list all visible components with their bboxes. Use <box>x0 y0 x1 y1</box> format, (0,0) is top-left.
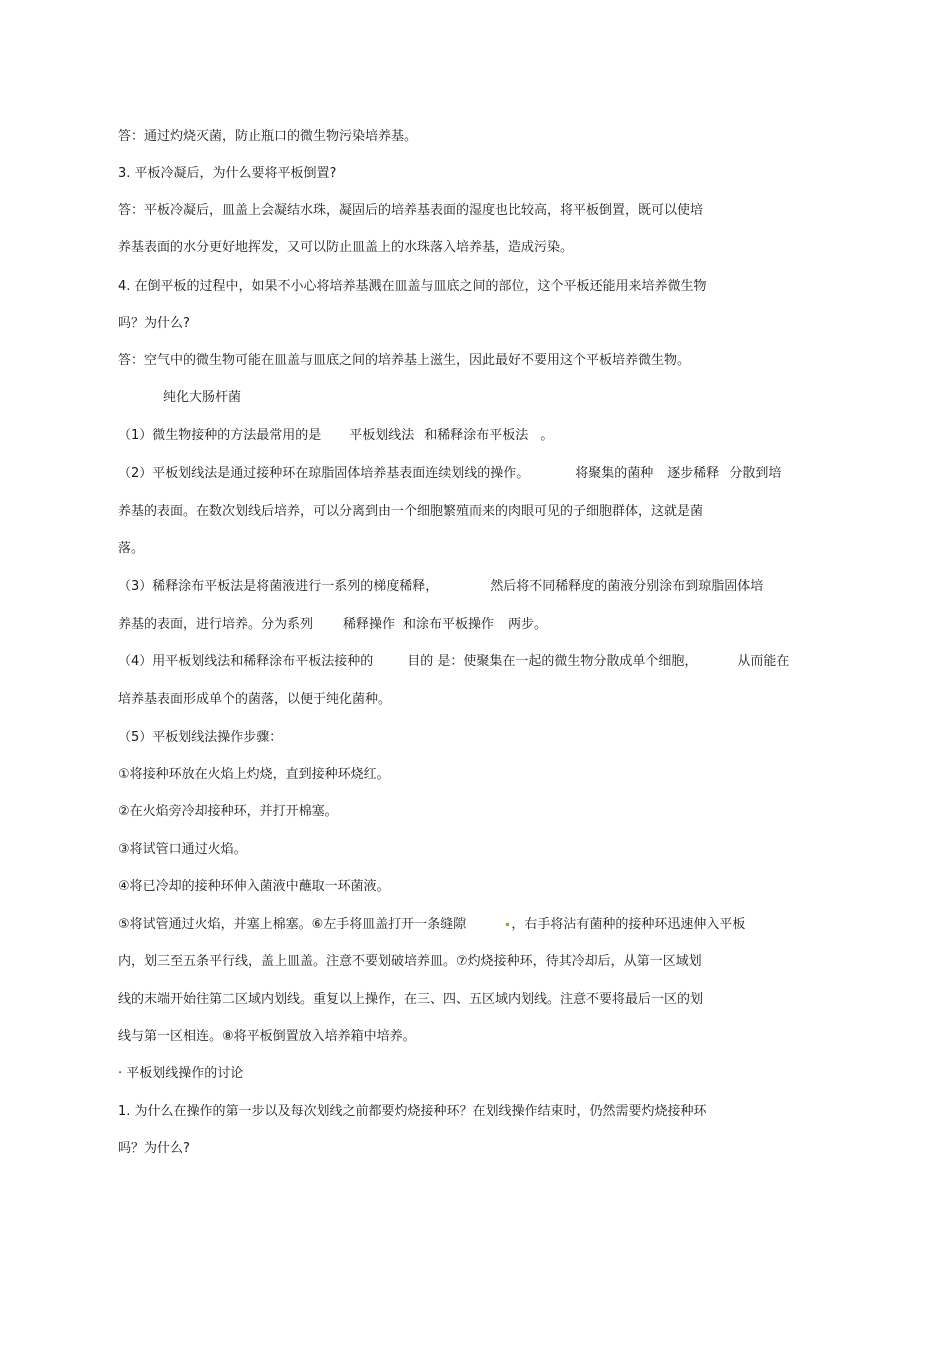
point-3-text: （3）稀释涂布平板法是将菌液进行一系列的梯度稀释， <box>118 579 439 594</box>
point-2-line-1 <box>118 466 781 482</box>
point-2-line-3: 落。 <box>118 541 145 556</box>
step-5-line-2: 内，划三至五条平行线，盖上皿盖。注意不要划破培养皿。⑦灼烧接种环，待其冷却后，从第一区域划 <box>118 954 702 969</box>
point-3-text-2: 养基的表面，进行培养。分为系列 <box>118 617 314 632</box>
point-2-part-d: 分散到培 <box>729 466 782 481</box>
point-5-heading: （5）平板划线法操作步骤： <box>118 730 283 745</box>
step-5-text: ⑤将试管通过火焰，并塞上棉塞。⑥左手将皿盖打开一条缝隙 <box>118 917 467 932</box>
point-4-part-c: 从而能在 <box>737 654 790 669</box>
point-1-method-a: 平板划线法 <box>349 428 415 443</box>
point-2-line-2: 养基的表面。在数次划线后培养，可以分离到由一个细胞繁殖而来的肉眼可见的子细胞群体，这就是菌 <box>118 504 704 519</box>
step-3: ③将试管口通过火焰。 <box>118 842 247 857</box>
step-2: ②在火焰旁冷却接种环，并打开棉塞。 <box>118 804 338 819</box>
step-5-line-3: 线的末端开始往第二区域内划线。重复以上操作，在三、四、五区域内划线。注意不要将最后一区的划 <box>118 992 704 1007</box>
point-1-method-b: 和稀释涂布平板法 <box>424 428 529 443</box>
point-2-text: （2）平板划线法是通过接种环在琼脂固体培养基表面连续划线的操作。 <box>118 466 530 481</box>
point-3-part-b: 然后将不同稀释度的菌液分别涂布到琼脂固体培 <box>490 579 764 594</box>
point-1-text: （1）微生物接种的方法最常用的是 <box>118 428 322 443</box>
question-3: 3. 平板冷凝后，为什么要将平板倒置? <box>118 166 337 181</box>
point-2-part-b: 将聚集的菌种 <box>575 466 654 481</box>
discussion-question-1-line-1: 1. 为什么在操作的第一步以及每次划线之前都要灼烧接种环？在划线操作结束时，仍然需要灼烧接种环 <box>118 1104 707 1119</box>
question-4-line-2: 吗？为什么? <box>118 316 190 331</box>
step-4: ④将已冷却的接种环伸入菌液中蘸取一环菌液。 <box>118 879 390 894</box>
section-heading: 纯化大肠杆菌 <box>163 390 242 405</box>
point-3-line-2 <box>118 617 547 633</box>
question-4-line-1: 4. 在倒平板的过程中，如果不小心将培养基溅在皿盖与皿底之间的部位，这个平板还能用来培养微生物 <box>118 279 707 294</box>
point-3-end: 两步。 <box>508 617 548 632</box>
point-4-line-1 <box>118 654 789 670</box>
point-4-purpose: 目的 是：使聚集在一起的微生物分散成单个细胞， <box>407 654 698 669</box>
point-4-text: （4）用平板划线法和稀释涂布平板法接种的 <box>118 654 374 669</box>
answer-3-line-2: 养基表面的水分更好地挥发，又可以防止皿盖上的水珠落入培养基，造成污染。 <box>118 240 574 255</box>
answer-3-line-1: 答：平板冷凝后，皿盖上会凝结水珠，凝固后的培养基表面的湿度也比较高，将平板倒置，既可以使培 <box>118 203 704 218</box>
discussion-question-1-line-2: 吗？为什么? <box>118 1141 190 1156</box>
discussion-heading: · 平板划线操作的讨论 <box>118 1066 244 1081</box>
point-3-line-1 <box>118 579 763 595</box>
step-5-part-b: ，右手将沾有菌种的接种环迅速伸入平板 <box>511 917 746 932</box>
stray-mark <box>506 923 509 926</box>
step-1: ①将接种环放在火焰上灼烧，直到接种环烧红。 <box>118 767 390 782</box>
point-1-line <box>118 428 553 444</box>
step-5-line-1 <box>118 917 745 933</box>
point-1-end: 。 <box>540 428 554 443</box>
point-3-step-b: 和涂布平板操作 <box>403 617 495 632</box>
answer-line-1: 答：通过灼烧灭菌，防止瓶口的微生物污染培养基。 <box>118 129 418 144</box>
answer-4: 答：空气中的微生物可能在皿盖与皿底之间的培养基上滋生，因此最好不要用这个平板培养微生物。 <box>118 353 691 368</box>
point-4-line-2: 培养基表面形成单个的菌落，以便于纯化菌种。 <box>118 692 392 707</box>
step-5-line-4: 线与第一区相连。⑧将平板倒置放入培养箱中培养。 <box>118 1029 416 1044</box>
point-2-part-c: 逐步稀释 <box>667 466 720 481</box>
point-3-step-a: 稀释操作 <box>343 617 396 632</box>
